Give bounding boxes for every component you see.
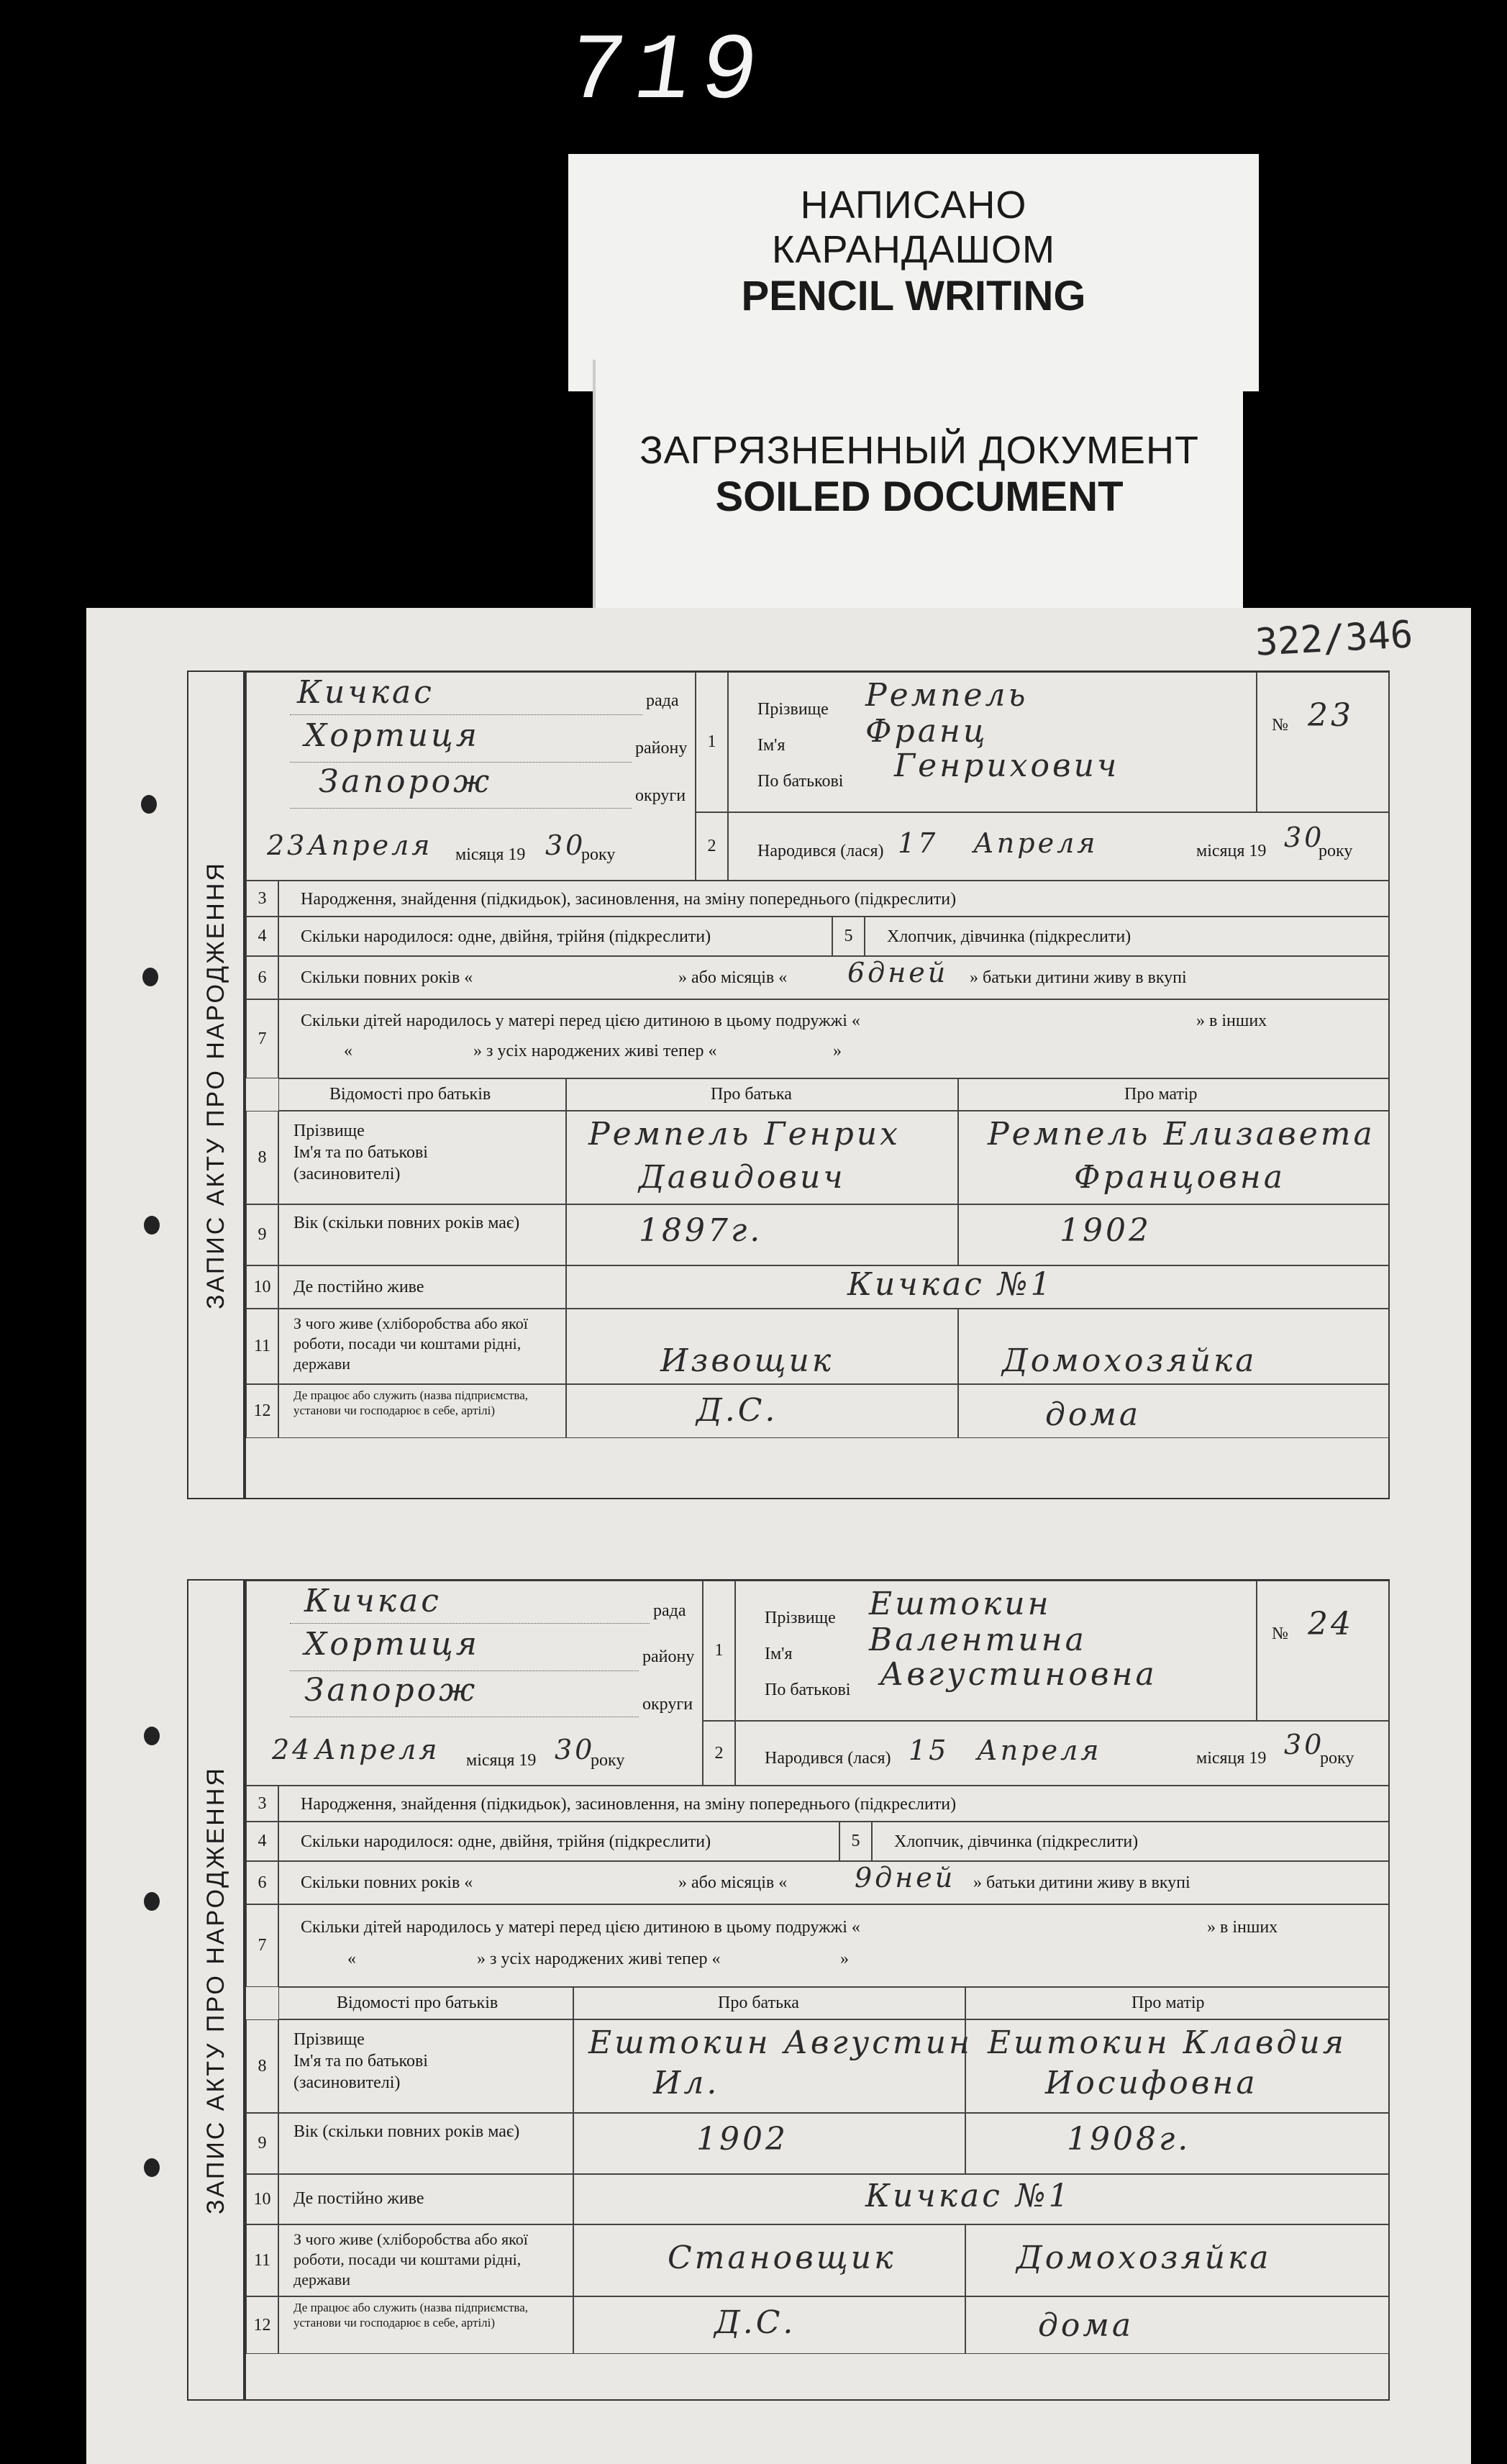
birth-month: Апреля [973,827,1098,859]
father-name-cell [566,1111,958,1204]
record-side-title: ЗАПИС АКТУ ПРО НАРОДЖЕННЯ [187,670,245,1499]
patronymic-label: По батькові [757,772,844,791]
row-number: 1 [696,672,728,812]
dotted-line [290,762,632,763]
father-age-cell [566,1204,958,1265]
father-name: Ремпель Генрих [588,1116,901,1153]
reg-day: 24 [272,1734,313,1765]
row6c: » батьки дитини живу в вкупі [970,968,1187,987]
punch-hole [142,968,158,986]
record-number: 24 [1308,1606,1354,1642]
row7d: » з усіх народжених живі тепер « [473,1042,717,1060]
okrugy-label: округи [642,1695,693,1714]
row-number: 2 [696,812,728,881]
dotted-line [290,714,642,715]
rada-value: Кичкас [304,1583,442,1619]
father-name2: Ил. [653,2065,720,2101]
roku-label: року [591,1751,625,1770]
misyatsia-label: місяця 19 [455,845,526,864]
mother-header [958,1078,1390,1111]
row-number: 4 [246,1822,278,1861]
residence: Кичкас №1 [865,2178,1072,2214]
dotted-line [290,1623,650,1624]
row-number: 2 [703,1721,735,1786]
mother-work-cell [965,2296,1390,2354]
mother-name-cell [958,1111,1390,1204]
row6 [278,956,1390,999]
reg-year: 30 [555,1734,596,1765]
pencil-label-ua-line2: КАРАНДАШОМ [772,228,1055,271]
row12-label: Де працює або служить (назва підприємства, установи чи господарює в себе, артілі) [278,1384,566,1438]
father-header [566,1078,958,1111]
row5-text: Хлопчик, дівчинка (підкреслити) [887,927,1132,946]
surname-label: Прізвище [757,700,829,719]
narodyvsia-label: Народився (лася) [757,842,884,860]
birth-record-2 [188,1579,1390,2401]
punch-hole [141,795,157,814]
row5 [865,917,1390,956]
location-block [246,672,696,881]
rada-label: рада [653,1601,686,1620]
row11-label: З чого живе (хліборобства або якої роботи, посади чи коштами рідні, держави [278,2224,573,2296]
location-block [246,1581,703,1786]
parents-header: Відомості про батьків [278,1987,573,2019]
row8-label: Прізвище Ім'я та по батькові (засиновителі) [278,2019,573,2113]
father-header: Про батька [573,1987,965,2019]
father-work-cell [573,2296,965,2354]
birth-year: 30 [1284,822,1325,853]
father-occupation: Становщик [668,2240,896,2276]
father-name2: Давидович [639,1159,846,1196]
row-number: 7 [246,999,278,1078]
row4-text: Скільки народилося: одне, двійня, трійня (підкреслити) [301,927,711,946]
father-occupation-cell [566,1309,958,1384]
misyatsia2-label: місяця 19 [1196,842,1267,860]
mother-name2: Францовна [1074,1159,1285,1196]
pencil-writing-label [568,154,1259,391]
mother-occupation-cell [965,2224,1390,2296]
roku-label: року [581,845,616,864]
mother-name: Ештокин Клавдия [988,2024,1347,2061]
row-number: 11 [246,2224,278,2296]
pencil-label-ua-line1: НАПИСАНО [800,183,1027,227]
birth-day: 17 [898,827,939,859]
raion-label: району [642,1647,695,1666]
dotted-line [290,1670,639,1671]
father-work-cell [566,1384,958,1438]
mother-occupation: Домохозяйка [1002,1342,1257,1379]
row3 [278,881,1390,917]
name-value: Валентина [869,1622,1087,1658]
raion-value: Хортиця [304,1626,480,1663]
mother-age-cell [958,1204,1390,1265]
row-number: 8 [246,2019,278,2113]
record-side-title: ЗАПИС АКТУ ПРО НАРОДЖЕННЯ [187,1579,245,2401]
hdr-mati: Про матір [1124,1085,1198,1104]
row8-label: Прізвище Ім'я та по батькові (засиновителі) [278,1111,566,1204]
archive-number: 322/346 [1254,613,1414,665]
number-sign: № [1272,1624,1288,1643]
father-age: 1897г. [639,1212,763,1249]
row7a: Скільки дітей народилось у матері перед цією дитиною в цьому подружжі « [301,1011,860,1030]
row-number: 5 [832,917,865,956]
reg-month: Апреля [308,829,433,861]
row-number: 10 [246,2174,278,2224]
narodyvsia-label: Народився (лася) [765,1749,891,1768]
row11-label: З чого живе (хліборобства або якої роботи, посади чи коштами рідні, держави [278,1309,566,1384]
reg-day: 23 [267,829,308,861]
row9-label: Вік (скільки повних років має) [278,1204,566,1265]
dotted-line [290,808,632,809]
mother-age-cell [965,2113,1390,2174]
patronymic-value: Генрихович [894,747,1120,784]
roku2-label: року [1319,842,1353,860]
row6b: » або місяців « [678,968,788,987]
hdr-vidomosti: Відомості про батьків [329,1085,491,1104]
pencil-label-en: PENCIL WRITING [741,273,1086,319]
birth-date-row [728,812,1390,881]
child-name-block [735,1581,1257,1721]
row-number: 10 [246,1265,278,1309]
row-number: 11 [246,1309,278,1384]
row-number: 9 [246,1204,278,1265]
mother-age: 1902 [1060,1212,1152,1249]
row9-label: Вік (скільки повних років має) [278,2113,573,2174]
mother-name2: Иосифовна [1045,2065,1258,2101]
mother-occupation-cell [958,1309,1390,1384]
soiled-label-ua: ЗАГРЯЗНЕННЫЙ ДОКУМЕНТ [639,429,1199,472]
record-number-box [1257,1581,1390,1721]
father-work: Д.С. [714,2304,796,2341]
row7b: » в інших [1196,1011,1267,1030]
row6a: Скільки повних років « [301,968,473,987]
name-label: Ім'я [765,1645,793,1663]
row4: Скільки народилося: одне, двійня, трійня (підкреслити) [278,1822,839,1861]
row3: Народження, знайдення (підкидьок), засиновлення, на зміну попереднього (підкреслити) [278,1786,1390,1822]
rada-value: Кичкас [297,674,434,711]
row-number: 12 [246,2296,278,2354]
record-grid [245,1579,1390,2401]
row-number: 9 [246,2113,278,2174]
surname-value: Ремпель [865,677,1029,714]
row7: Скільки дітей народилось у матері перед цією дитиною в цьому подружжі « » в інших « » з усіх народжених живі тепер « » [278,1904,1390,1987]
surname-value: Ештокин [869,1586,1052,1622]
okrug-value: Запорож [304,1672,478,1709]
name-value: Франц [865,713,988,750]
father-age-cell [573,2113,965,2174]
row6: Скільки повних років « » або місяців « 9дней » батьки дитини живу в вкупі [278,1861,1390,1904]
birth-record-1 [188,670,1390,1499]
row7 [278,999,1390,1078]
row12-label: Де працює або служить (назва підприємства, установи чи господарює в себе, артілі) [278,2296,573,2354]
hdr-batko: Про батька [711,1085,792,1104]
residence-cell [573,2174,1390,2224]
row-number: 3 [246,881,278,917]
number-sign: № [1272,716,1288,735]
mother-work: дома [1045,1396,1142,1433]
soiled-label-en: SOILED DOCUMENT [715,473,1124,520]
mother-name-cell [965,2019,1390,2113]
birth-date-row [735,1721,1390,1786]
rada-label: рада [646,691,679,710]
row-number: 7 [246,1904,278,1987]
mother-header: Про матір [965,1987,1390,2019]
surname-label: Прізвище [765,1609,836,1627]
mother-age: 1908г. [1067,2121,1191,2158]
row-number: 8 [246,1111,278,1204]
okrug-value: Запорож [319,763,493,800]
soiled-document-label [596,360,1243,608]
reg-month: Апреля [315,1734,440,1765]
row10-label: Де постійно живе [278,2174,573,2224]
child-name-block [728,672,1257,812]
name-label: Ім'я [757,736,786,755]
mother-work: дома [1038,2307,1134,2344]
patronymic-value: Августиновна [880,1656,1157,1693]
residence: Кичкас №1 [847,1266,1054,1303]
father-age: 1902 [696,2121,788,2158]
frame-number: 719 [560,20,775,126]
row5: Хлопчик, дівчинка (підкреслити) [872,1822,1390,1861]
reg-year: 30 [545,829,586,861]
record-grid [245,670,1390,1499]
row-number: 3 [246,1786,278,1822]
row4 [278,917,832,956]
father-work: Д.С. [696,1392,778,1429]
okrugy-label: округи [635,786,686,805]
row-number: 4 [246,917,278,956]
raion-label: району [635,739,688,758]
father-name-cell [573,2019,973,2113]
birth-day: 15 [909,1735,950,1766]
birth-month: Апреля [977,1735,1102,1766]
record-number-box [1257,672,1390,812]
punch-hole [144,2158,160,2177]
row7c: « [344,1042,352,1060]
father-occupation-cell [573,2224,965,2296]
punch-hole [144,1727,160,1745]
row-number: 12 [246,1384,278,1438]
misyatsia2-label: місяця 19 [1196,1749,1267,1768]
row3-text: Народження, знайдення (підкидьок), засиновлення, на зміну попереднього (підкреслити) [301,890,957,909]
father-occupation: Извощик [660,1342,834,1379]
row-number: 6 [246,1861,278,1904]
months-together: 6дней [847,957,949,988]
months-together: 9дней [855,1862,956,1894]
residence-cell [566,1265,1390,1309]
mother-occupation: Домохозяйка [1016,2240,1272,2276]
punch-hole [144,1216,160,1235]
misyatsia-label: місяця 19 [466,1751,537,1770]
row7e: » [833,1042,842,1060]
birth-year: 30 [1284,1729,1325,1760]
row10-label: Де постійно живе [278,1265,566,1309]
father-name: Ештокин Августин [588,2024,973,2061]
roku2-label: року [1320,1749,1355,1768]
record-number: 23 [1308,697,1354,734]
row-number: 1 [703,1581,735,1721]
patronymic-label: По батькові [765,1681,851,1699]
row-number: 6 [246,956,278,999]
mother-name: Ремпель Елизавета [988,1116,1375,1153]
parents-header [278,1078,566,1111]
row-number: 5 [839,1822,872,1861]
punch-hole [144,1892,160,1911]
raion-value: Хортиця [304,717,480,754]
mother-work-cell [958,1384,1390,1438]
